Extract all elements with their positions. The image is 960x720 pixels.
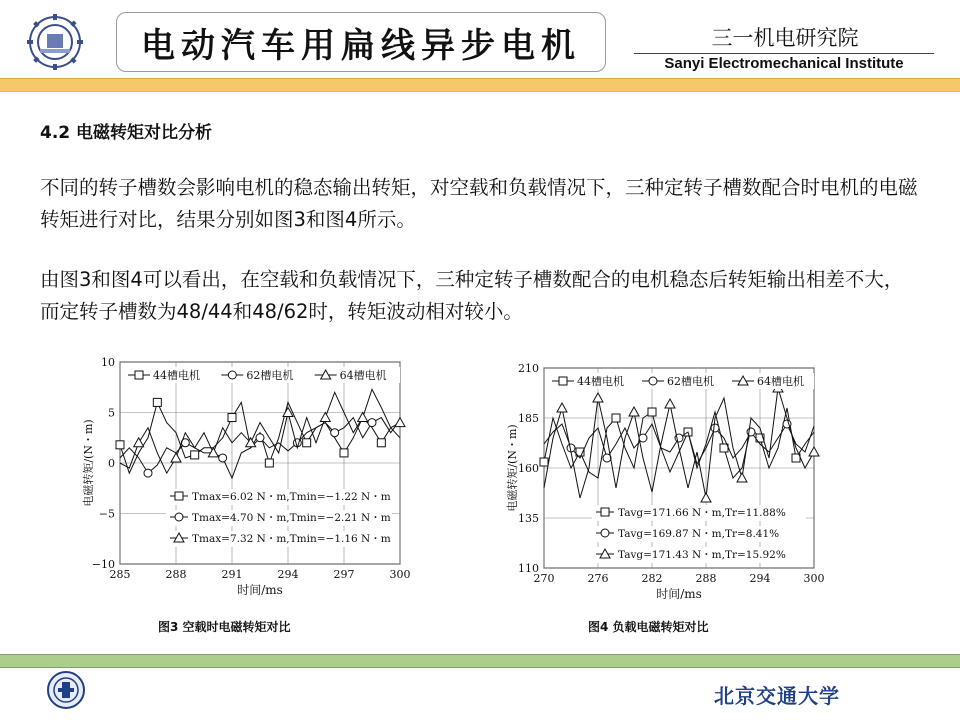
x-tick-label: 282	[641, 572, 663, 585]
annotation-marker	[175, 492, 183, 500]
series-circle	[120, 418, 400, 479]
annotation-text: Tmax=6.02 N・m,Tmin=−1.22 N・m	[192, 491, 391, 503]
x-tick-label: 300	[389, 568, 411, 581]
figure-4	[490, 352, 840, 642]
series-line	[544, 388, 814, 498]
data-point	[134, 438, 144, 447]
data-point	[144, 469, 152, 477]
data-point	[265, 459, 273, 467]
legend-marker	[135, 371, 143, 379]
section-heading: 4.2 电磁转矩对比分析	[40, 123, 213, 143]
y-axis-label: 电磁转矩/(N・m)	[82, 419, 95, 507]
header-divider-bar	[0, 78, 960, 92]
series-triangle	[544, 383, 819, 502]
x-tick-label: 276	[587, 572, 609, 585]
legend-marker	[228, 371, 236, 379]
y-tick-label: 160	[518, 462, 539, 475]
y-tick-label: −5	[98, 507, 115, 521]
legend-label: 44槽电机	[153, 369, 200, 382]
data-point	[809, 447, 819, 456]
data-point	[395, 418, 405, 427]
data-point	[331, 429, 339, 437]
data-point	[639, 434, 647, 442]
y-tick-label: 0	[108, 457, 115, 470]
data-point	[171, 453, 181, 462]
data-point	[219, 454, 227, 462]
data-point	[665, 399, 675, 408]
y-tick-label: −10	[91, 558, 115, 571]
x-tick-label: 294	[749, 572, 771, 585]
data-point	[737, 473, 747, 482]
institute-name-en: Sanyi Electromechanical Institute	[664, 55, 904, 72]
figure-4-chart	[490, 352, 840, 612]
header-title: 电动汽车用扁线异步电机	[116, 12, 606, 72]
annotation-text: Tavg=171.66 N・m,Tr=11.88%	[618, 507, 786, 519]
annotation-text: Tavg=171.43 N・m,Tr=15.92%	[618, 549, 786, 561]
data-point	[358, 413, 368, 422]
x-tick-label: 291	[221, 568, 243, 581]
data-point	[228, 414, 236, 422]
legend-label: 62槽电机	[667, 375, 714, 388]
x-axis-label: 时间/ms	[656, 587, 702, 601]
figure-4-caption: 图4 负载电磁转矩对比	[588, 620, 709, 634]
x-axis-label: 时间/ms	[237, 583, 283, 597]
institute-name-cn: 三一机电研究院	[711, 26, 859, 50]
bjtu-emblem-icon	[46, 670, 86, 710]
y-tick-label: 10	[101, 356, 115, 369]
paragraph-1: 不同的转子槽数会影响电机的稳态输出转矩，对空载和负载情况下，三种定转子槽数配合时电机的电磁转矩进行对比，结果分别如图3和图4所示。	[40, 176, 918, 231]
x-tick-label: 300	[803, 572, 825, 585]
y-axis-label: 电磁转矩/(N・m)	[506, 424, 519, 512]
data-point	[191, 451, 199, 459]
annotation-marker	[601, 529, 609, 537]
paragraph-2: 由图3和图4可以看出，在空载和负载情况下，三种定转子槽数配合的电机稳态后转矩输出相差不大，而定转子槽数为48/44和48/62时，转矩波动相对较小。	[40, 268, 904, 323]
annotation-text: Tmax=4.70 N・m,Tmin=−2.21 N・m	[192, 512, 391, 524]
data-point	[701, 493, 711, 502]
figure-3-chart	[72, 352, 422, 612]
y-tick-label: 110	[518, 562, 539, 575]
legend-marker	[559, 377, 567, 385]
legend-label: 62槽电机	[246, 369, 294, 382]
data-point	[711, 424, 719, 432]
university-emblem-icon	[20, 14, 90, 70]
legend-marker	[649, 377, 657, 385]
data-point	[629, 407, 639, 416]
series-line	[120, 389, 400, 473]
data-point	[377, 439, 385, 447]
series-square	[540, 408, 814, 478]
data-point	[320, 413, 330, 422]
legend-label: 44槽电机	[577, 375, 624, 388]
data-point	[557, 403, 567, 412]
y-tick-label: 185	[518, 412, 539, 425]
y-tick-label: 135	[518, 512, 539, 525]
x-tick-label: 288	[695, 572, 717, 585]
legend-label: 64槽电机	[339, 369, 387, 382]
x-tick-label: 285	[109, 568, 131, 581]
data-point	[540, 458, 548, 466]
data-point	[648, 408, 656, 416]
data-point	[612, 414, 620, 422]
x-tick-label: 294	[277, 568, 299, 581]
footer-university-name: 北京交通大学	[714, 684, 840, 708]
series-triangle	[120, 389, 405, 473]
figure-3-caption: 图3 空载时电磁转矩对比	[158, 620, 291, 634]
series-line	[544, 408, 814, 478]
footer-divider-bar	[0, 654, 960, 668]
data-point	[303, 439, 311, 447]
x-tick-label: 288	[165, 568, 187, 581]
y-tick-label: 5	[108, 406, 115, 420]
x-tick-label: 297	[333, 568, 355, 581]
data-point	[340, 449, 348, 457]
figure-3	[72, 352, 422, 642]
legend-label: 64槽电机	[757, 375, 804, 388]
data-point	[116, 441, 124, 449]
data-point	[208, 448, 218, 457]
x-tick-label: 270	[533, 572, 555, 585]
data-point	[256, 434, 264, 442]
annotation-text: Tmax=7.32 N・m,Tmin=−1.16 N・m	[192, 533, 391, 545]
annotation-text: Tavg=169.87 N・m,Tr=8.41%	[618, 528, 780, 540]
annotation-marker	[601, 508, 609, 516]
y-tick-label: 210	[518, 362, 539, 375]
series-line	[120, 418, 400, 479]
data-point	[368, 419, 376, 427]
annotation-marker	[175, 513, 183, 521]
data-point	[153, 398, 161, 406]
institute-divider	[634, 53, 934, 54]
data-point	[593, 393, 603, 402]
